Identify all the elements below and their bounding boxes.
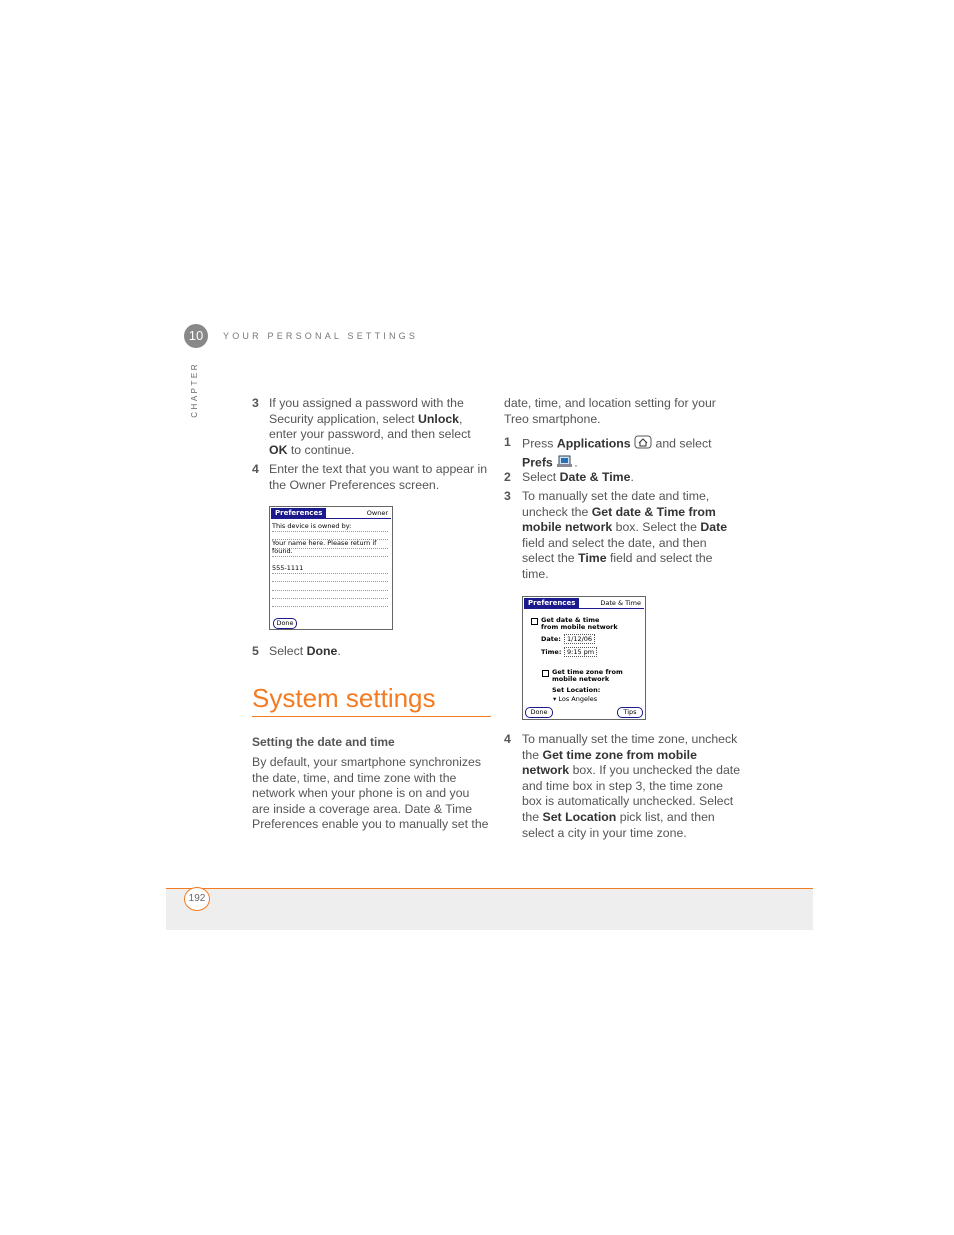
screen-title: Preferences: [271, 508, 326, 518]
owner-preferences-screenshot: [269, 506, 393, 630]
owner-line-2: Your name here. Please return if: [272, 539, 377, 547]
r-step-3-text: To manually set the date and time, uncheck the Get date & Time from mobile network box. Select the Date field and select the date, and then select the Time field and select the time.: [522, 489, 728, 581]
r-step-1-text: Press Applications and select Prefs .: [522, 435, 752, 472]
datetime-done-button[interactable]: Done: [525, 707, 553, 718]
get-time-zone-checkbox[interactable]: [542, 670, 549, 677]
chapter-number-badge: 10: [184, 324, 208, 348]
page-number: 192: [184, 887, 210, 911]
step-4-number: 4: [252, 462, 259, 476]
step-5-text: Select Done.: [269, 644, 341, 658]
chapter-vertical-label: CHAPTER: [190, 362, 199, 418]
time-field[interactable]: 9:15 pm: [564, 647, 597, 657]
r-step-2-number: 2: [504, 470, 511, 484]
time-label: Time:: [541, 648, 562, 656]
date-field[interactable]: 1/12/06: [564, 634, 595, 644]
get-time-zone-label-2: mobile network: [552, 675, 610, 683]
screen-tab-label: Date & Time: [600, 599, 641, 607]
step-3-number: 3: [252, 396, 259, 410]
intro-paragraph: By default, your smartphone synchronizes the date, time, and time zone with the network when your phone is on and you are inside a coverage area. Date & Time Preferences enable you to manually set the: [252, 755, 489, 832]
date-time-preferences-screenshot: [522, 596, 646, 720]
chapter-title: YOUR PERSONAL SETTINGS: [223, 331, 419, 341]
date-label: Date:: [541, 635, 561, 643]
r-step-1-number: 1: [504, 435, 511, 449]
step-4-text: Enter the text that you want to appear in the Owner Preferences screen.: [269, 462, 488, 492]
screen-title-bar: [524, 598, 644, 609]
heading-rule: [252, 716, 491, 717]
r-step-4-number: 4: [504, 732, 511, 746]
get-date-time-label-1: Get date & time: [541, 616, 600, 624]
intro-paragraph-continued: date, time, and location setting for your Treo smartphone.: [504, 396, 716, 426]
owner-line-4: 555-1111: [272, 564, 304, 572]
screen-title-bar: [271, 508, 391, 519]
footer-rule: [166, 888, 813, 889]
owner-done-button[interactable]: Done: [273, 618, 297, 629]
section-heading: System settings: [252, 683, 436, 713]
get-date-time-checkbox[interactable]: [531, 618, 538, 625]
get-time-zone-label-1: Get time zone from: [552, 668, 623, 676]
applications-home-icon: [634, 435, 652, 454]
r-step-2-text: Select Date & Time.: [522, 470, 634, 484]
location-picker[interactable]: ▾ Los Angeles: [553, 695, 598, 703]
step-5-number: 5: [252, 644, 259, 658]
footer-band: [166, 888, 813, 930]
screen-title: Preferences: [524, 598, 579, 608]
dropdown-triangle-icon: ▾: [553, 695, 557, 703]
screen-tab-label: Owner: [366, 509, 388, 517]
set-location-label: Set Location:: [552, 686, 601, 694]
owner-line-3: found.: [272, 547, 293, 555]
subheading: Setting the date and time: [252, 735, 395, 749]
get-date-time-label-2: from mobile network: [541, 623, 618, 631]
step-3-text: If you assigned a password with the Security application, select Unlock, enter your password, and then select OK to continue.: [269, 396, 471, 457]
datetime-tips-button[interactable]: Tips: [617, 707, 643, 718]
r-step-4-text: To manually set the time zone, uncheck the Get time zone from mobile network box. If you unchecked the date and time box in step 3, the time zone box is automatically unchecked. Select the Set Location pick list, and then select a city in your time zone.: [522, 732, 741, 840]
owner-line-1: This device is owned by:: [272, 522, 352, 530]
r-step-3-number: 3: [504, 489, 511, 503]
